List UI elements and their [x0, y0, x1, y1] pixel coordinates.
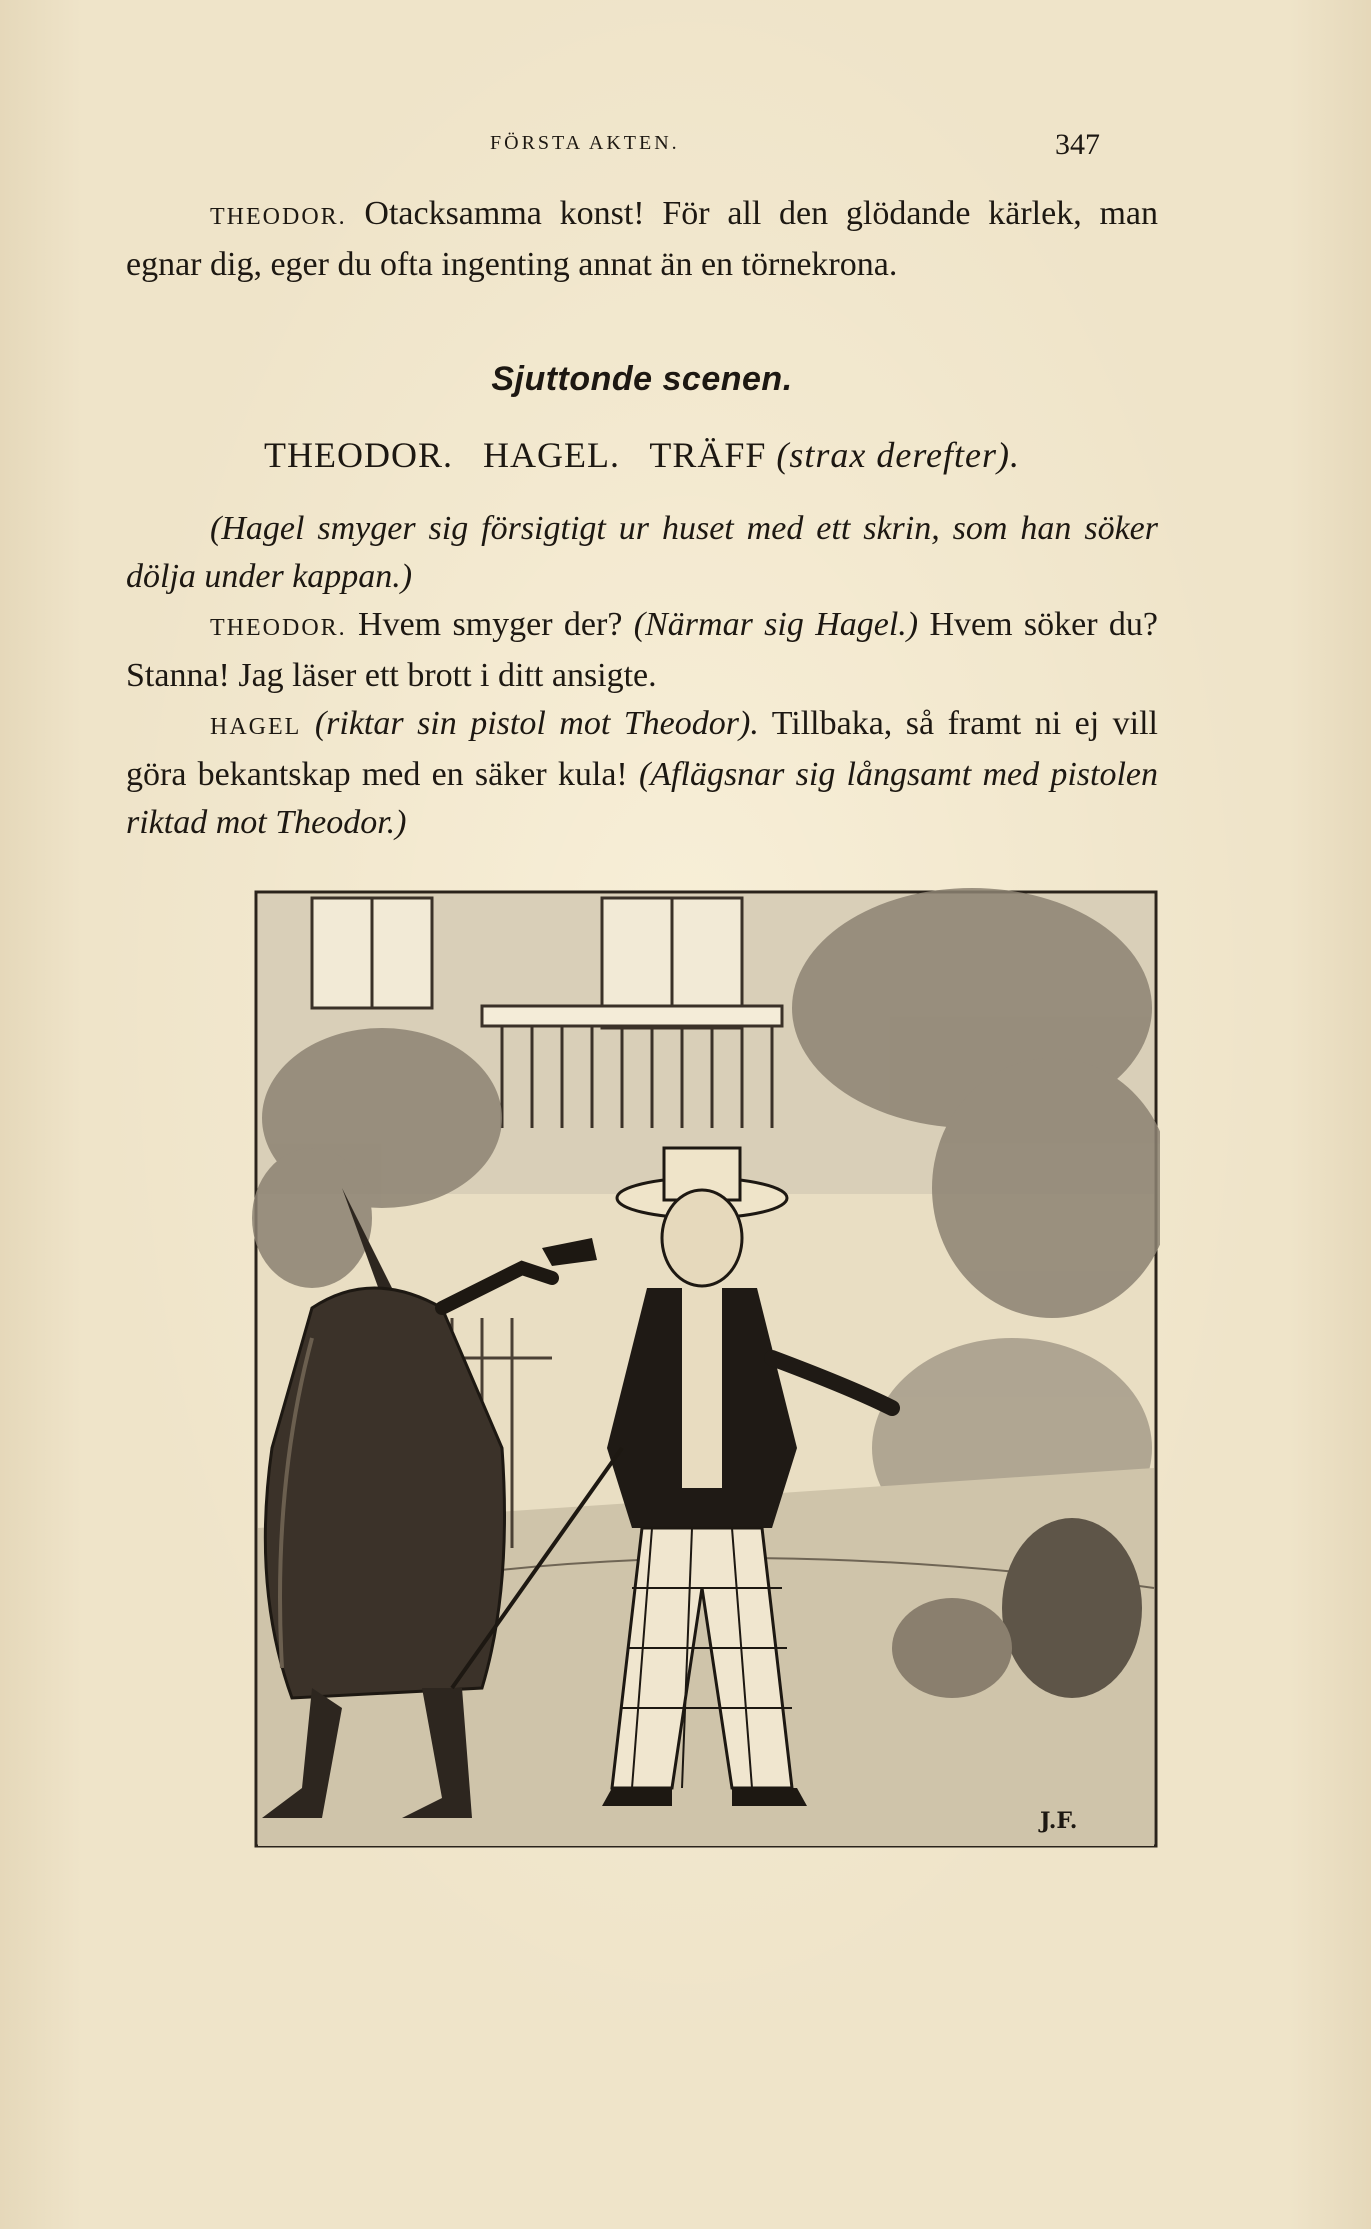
- stage-direction-inline: (riktar sin pistol mot Theodor).: [301, 705, 759, 742]
- illustration-svg: [252, 888, 1160, 1850]
- illustrator-signature: J.F.: [1040, 1808, 1078, 1834]
- speaker-name: THEODOR.: [210, 204, 347, 230]
- running-head: [0, 128, 1371, 168]
- speaker-name: HAGEL: [210, 714, 302, 740]
- dialogue-text: Hvem smyger der?: [346, 606, 634, 643]
- dialogue-text: Tillbaka, så framt ni ej vill göra bekantskap med en säker kula!: [126, 705, 1158, 793]
- page-number: 347: [1055, 128, 1100, 161]
- speaker-name: THEODOR.: [210, 615, 347, 641]
- engraving-illustration: [252, 888, 1160, 1850]
- text-block: [126, 190, 1158, 847]
- running-head-title: FÖRSTA AKTEN.: [490, 132, 680, 154]
- stage-direction-inline: (Aflägsnar sig långsamt med pistolen riktad mot Theodor.): [126, 756, 1158, 841]
- dialogue-text: Hvem söker du? Stanna! Jag läser ett brott i ditt ansigte.: [126, 606, 1159, 694]
- cast-names: THEODOR. HAGEL. TRÄFF: [264, 435, 777, 475]
- dialogue-text: Otacksamma konst! För all den glödande kärlek, man egnar dig, eger du ofta ingenting annat än en törnekrona.: [126, 195, 1158, 283]
- stage-direction: (Hagel smyger sig försigtigt ur huset med ett skrin, som han söker dölja under kappan.): [126, 510, 1158, 595]
- paragraph-theodor-1: [126, 190, 1158, 289]
- paragraph-hagel: [126, 700, 1158, 847]
- scene-heading: Sjuttonde scenen.: [491, 360, 793, 398]
- cast-note: (strax derefter).: [776, 435, 1020, 475]
- stage-direction-inline: (Närmar sig Hagel.): [633, 606, 919, 643]
- paragraph-theodor-2: [126, 601, 1158, 700]
- cast-list: [126, 431, 1158, 479]
